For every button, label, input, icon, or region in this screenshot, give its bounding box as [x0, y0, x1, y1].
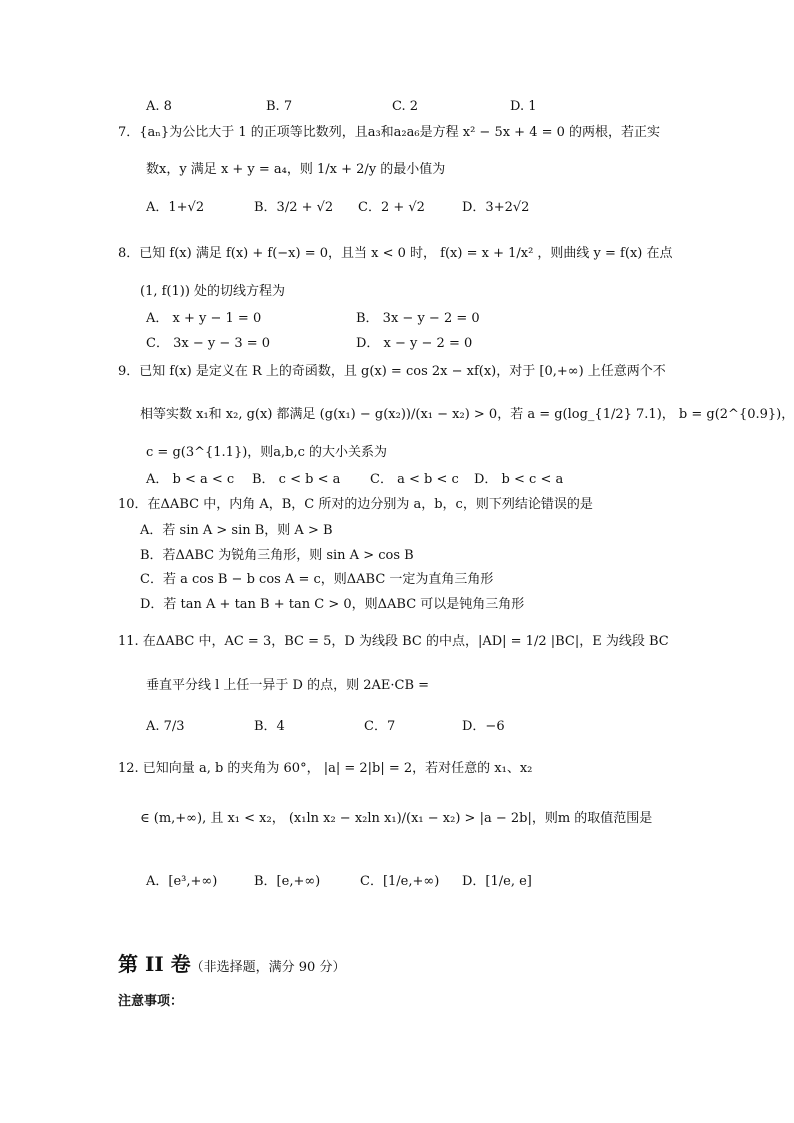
notes-label: 注意事项：	[118, 994, 184, 1009]
q8-option-b: B． 3x − y − 2 = 0	[356, 311, 480, 326]
q6-option-c: C. 2	[392, 99, 419, 114]
q7-option-b: B．3/2 + √2	[254, 200, 334, 215]
q7-stem-line2: 数x，y 满足 x + y = a₄，则 1/x + 2/y 的最小值为	[146, 162, 446, 177]
q8-stem-line2: (1, f(1)) 处的切线方程为	[140, 284, 286, 299]
q6-option-d: D. 1	[510, 99, 537, 114]
section-subtitle: （非选择题，满分 90 分）	[190, 960, 346, 975]
q10-option-c: C．若 a cos B − b cos A = c，则ΔABC 一定为直角三角形	[140, 572, 494, 587]
q11-stem-line2: 垂直平分线 l 上任一异于 D 的点，则 2AE·CB =	[146, 678, 430, 693]
q9-option-c: C． a < b < c	[370, 472, 459, 487]
q11-option-c: C．7	[364, 719, 396, 734]
q7-option-c: C．2 + √2	[358, 200, 425, 215]
q10-option-b: B．若ΔABC 为锐角三角形，则 sin A > cos B	[140, 548, 414, 563]
section-heading	[118, 948, 345, 977]
q10-stem: 10．在ΔABC 中，内角 A，B，C 所对的边分别为 a，b，c，则下列结论错误的是	[118, 497, 593, 512]
q11-option-b: B．4	[254, 719, 285, 734]
q12-stem-line1: 12. 已知向量 a, b 的夹角为 60°， |a| = 2|b| = 2，若对任意的 x₁、x₂	[118, 761, 533, 776]
q8-option-a: A． x + y − 1 = 0	[146, 311, 262, 326]
q10-option-d: D．若 tan A + tan B + tan C > 0，则ΔABC 可以是钝角三角形	[140, 597, 525, 612]
q10-option-a: A．若 sin A > sin B，则 A > B	[140, 523, 333, 538]
q9-option-d: D． b < c < a	[474, 472, 564, 487]
q8-option-c: C． 3x − y − 3 = 0	[146, 336, 271, 351]
q9-option-a: A． b < a < c	[146, 472, 235, 487]
q12-option-a: A．[e³,+∞)	[146, 874, 218, 889]
q9-stem-line3: c = g(3^{1.1})，则a,b,c 的大小关系为	[146, 445, 388, 460]
q11-option-d: D．−6	[462, 719, 505, 734]
q9-stem-line1: 9．已知 f(x) 是定义在 R 上的奇函数，且 g(x) = cos 2x − xf(x)，对于 [0,+∞) 上任意两个不	[118, 364, 666, 379]
q6-option-b: B. 7	[266, 99, 293, 114]
q8-stem-line1: 8．已知 f(x) 满足 f(x) + f(−x) = 0，且当 x < 0 时， f(x) = x + 1/x² ，则曲线 y = f(x) 在点	[118, 246, 673, 261]
q7-option-d: D．3+2√2	[462, 200, 530, 215]
q9-option-b: B． c < b < a	[252, 472, 341, 487]
q12-stem-line2: ∈ (m,+∞), 且 x₁ < x₂， (x₁ln x₂ − x₂ln x₁)/(x₁ − x₂) > |a − 2b|，则m 的取值范围是	[140, 811, 653, 826]
q6-option-a: A. 8	[146, 99, 172, 114]
q12-option-c: C．[1/e,+∞)	[360, 874, 440, 889]
q11-option-a: A. 7/3	[146, 719, 185, 734]
q9-stem-line2: 相等实数 x₁和 x₂, g(x) 都满足 (g(x₁) − g(x₂))/(x₁ − x₂) > 0，若 a = g(log_{1/2} 7.1)， b = g(2^{0.9})，	[140, 407, 794, 422]
q7-stem-line1: 7．{aₙ}为公比大于 1 的正项等比数列，且a₃和a₂a₆是方程 x² − 5x + 4 = 0 的两根，若正实	[118, 125, 661, 140]
q12-option-b: B．[e,+∞)	[254, 874, 321, 889]
q8-option-d: D． x − y − 2 = 0	[356, 336, 473, 351]
q7-option-a: A．1+√2	[146, 200, 205, 215]
q12-option-d: D．[1/e, e]	[462, 874, 532, 889]
q11-stem-line1: 11. 在ΔABC 中，AC = 3，BC = 5，D 为线段 BC 的中点，|AD| = 1/2 |BC|，E 为线段 BC	[118, 634, 669, 649]
section-title: 第 II 卷	[118, 952, 191, 976]
